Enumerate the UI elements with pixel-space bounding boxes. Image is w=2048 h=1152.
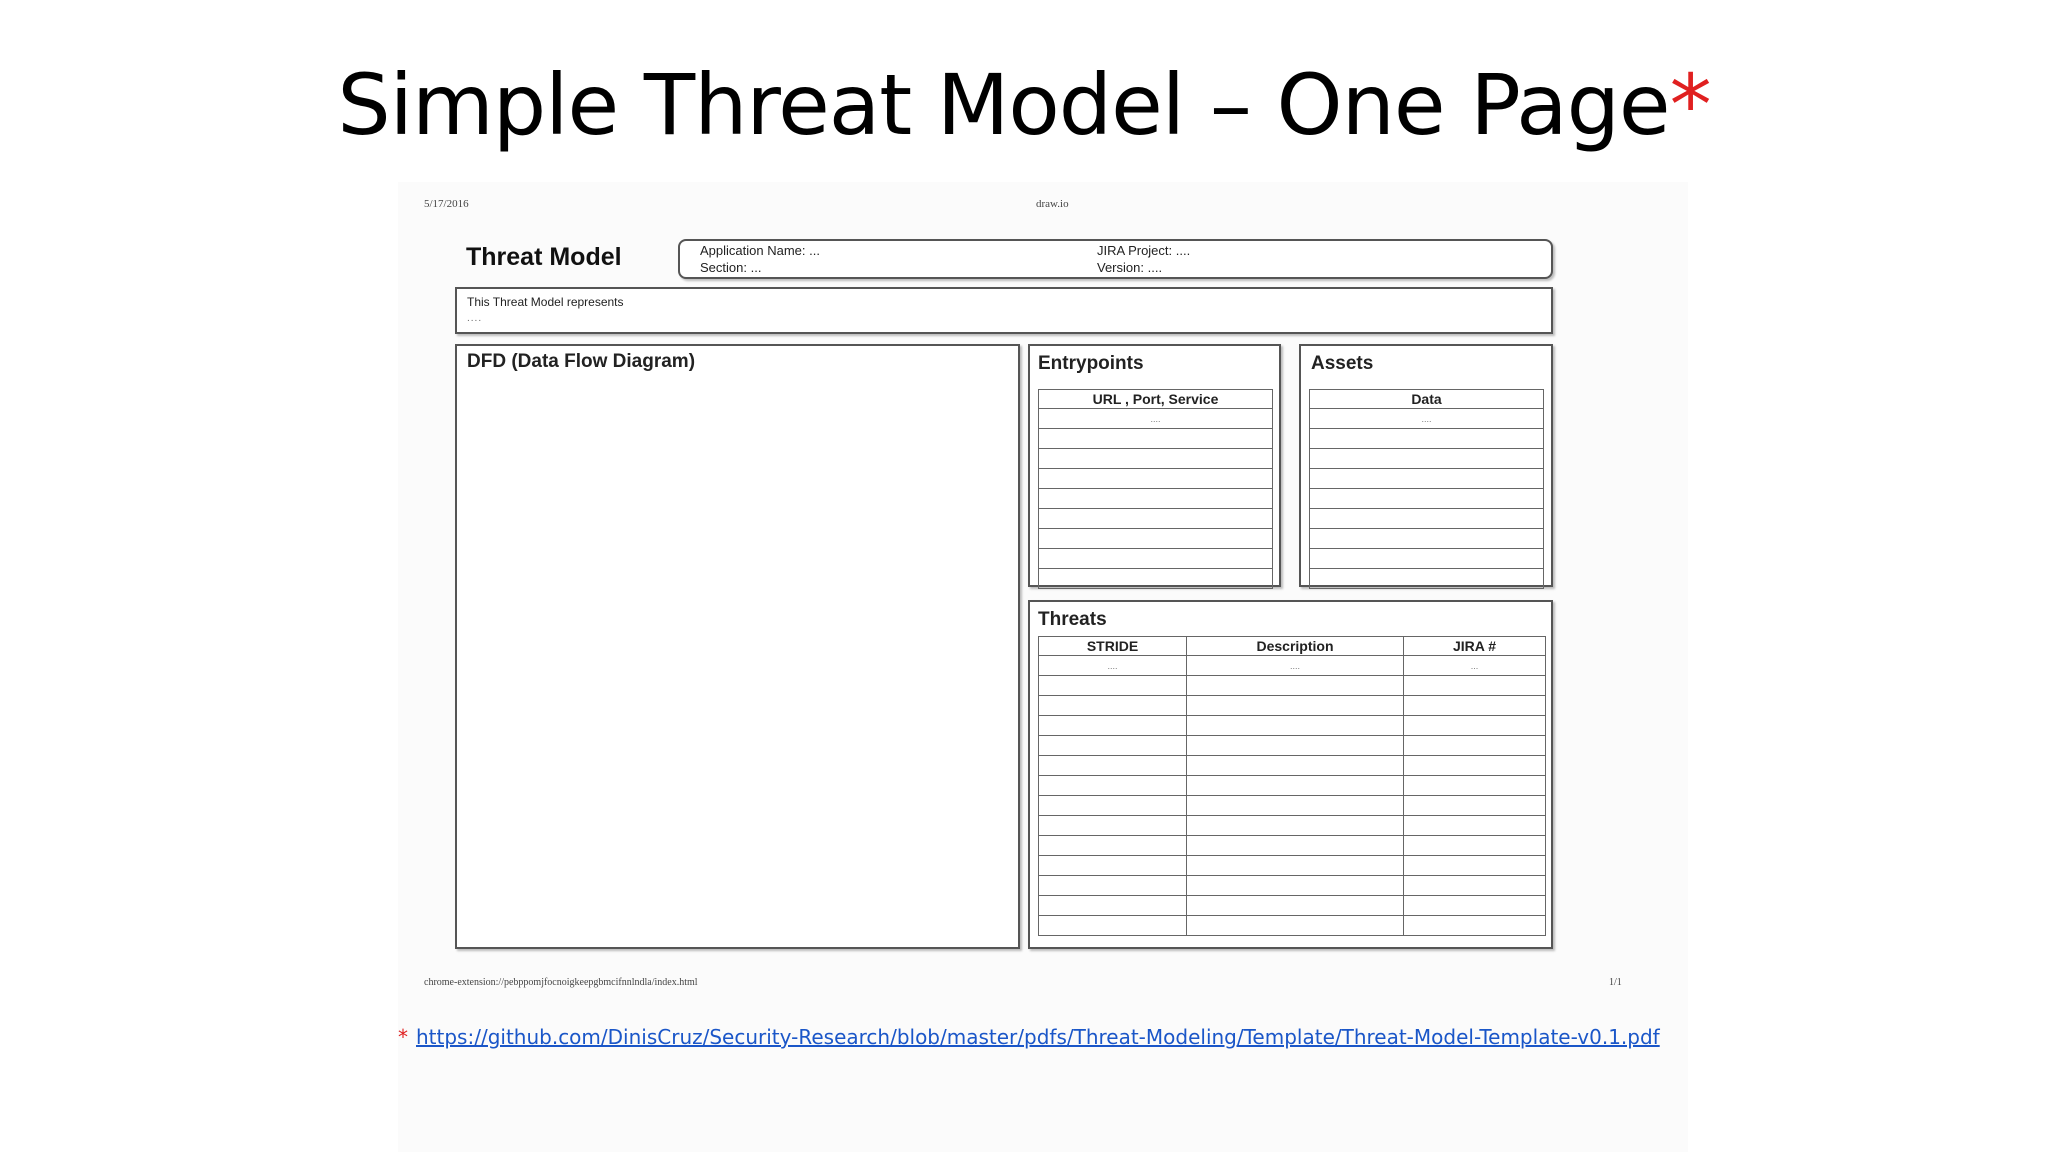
version-field — [1097, 259, 1162, 276]
description-text: This Threat Model represents — [467, 295, 624, 309]
print-date: 5/17/2016 — [424, 198, 469, 210]
version-label: Version: — [1097, 260, 1144, 275]
assets-table — [1309, 389, 1544, 589]
entrypoints-table — [1038, 389, 1273, 589]
threats-column-jira: JIRA # — [1404, 637, 1546, 656]
table-row — [1039, 509, 1273, 529]
print-source: draw.io — [1036, 198, 1069, 210]
entrypoints-column-header: URL , Port, Service — [1039, 390, 1273, 409]
footnote-marker: * — [398, 1025, 408, 1049]
threats-box — [1028, 600, 1553, 949]
table-row — [1039, 549, 1273, 569]
table-row — [1039, 529, 1273, 549]
table-row — [1039, 796, 1546, 816]
assets-title: Assets — [1311, 353, 1374, 374]
table-row — [1039, 676, 1546, 696]
threats-first-jira: ... — [1404, 656, 1546, 676]
slide-title-text: Simple Threat Model – One Page — [337, 56, 1670, 154]
threats-title: Threats — [1038, 609, 1107, 630]
threats-first-description: .... — [1187, 656, 1404, 676]
table-row — [1039, 489, 1273, 509]
table-row — [1039, 569, 1273, 589]
entrypoints-title: Entrypoints — [1038, 353, 1144, 374]
section-field — [700, 259, 761, 276]
table-row — [1310, 509, 1544, 529]
assets-box — [1299, 344, 1553, 587]
table-row — [1310, 469, 1544, 489]
table-row — [1039, 449, 1273, 469]
assets-first-value: .... — [1310, 409, 1544, 429]
application-name-field — [700, 242, 820, 259]
table-row — [1039, 696, 1546, 716]
threats-first-stride: .... — [1039, 656, 1187, 676]
entrypoints-box — [1028, 344, 1281, 587]
application-name-label: Application Name: — [700, 243, 806, 258]
table-row — [1039, 736, 1546, 756]
table-row — [1039, 716, 1546, 736]
table-row — [1310, 429, 1544, 449]
print-page-number: 1/1 — [1609, 977, 1622, 988]
jira-project-value: .... — [1175, 243, 1191, 258]
table-row — [1310, 489, 1544, 509]
threats-column-description: Description — [1187, 637, 1404, 656]
table-row — [1039, 756, 1546, 776]
slide-title — [0, 50, 2048, 160]
application-name-value: ... — [809, 243, 820, 258]
version-value: .... — [1147, 260, 1163, 275]
table-row — [1039, 896, 1546, 916]
threats-table — [1038, 636, 1546, 936]
table-row — [1310, 549, 1544, 569]
footnote — [398, 1025, 1660, 1049]
table-row — [1310, 529, 1544, 549]
title-asterisk: * — [1669, 56, 1711, 154]
description-placeholder: .... — [467, 313, 483, 324]
table-row — [1039, 816, 1546, 836]
threats-column-stride: STRIDE — [1039, 637, 1187, 656]
table-row — [1310, 449, 1544, 469]
table-row — [1039, 429, 1273, 449]
threat-model-title: Threat Model — [466, 243, 622, 271]
table-row — [1039, 776, 1546, 796]
header-fields-box — [678, 239, 1553, 279]
assets-column-header: Data — [1310, 390, 1544, 409]
entrypoints-first-value: .... — [1039, 409, 1273, 429]
jira-project-label: JIRA Project: — [1097, 243, 1173, 258]
table-row — [1039, 876, 1546, 896]
section-value: ... — [750, 260, 762, 275]
dfd-title: DFD (Data Flow Diagram) — [467, 351, 696, 372]
template-source-link[interactable]: https://github.com/DinisCruz/Security-Research/blob/master/pdfs/Threat-Modeling/Template/Threat-Model-Template-v0.1.pdf — [416, 1025, 1660, 1049]
table-row — [1039, 916, 1546, 936]
table-row — [1039, 469, 1273, 489]
print-url: chrome-extension://pebppomjfocnoigkeepgbmcifnnlndla/index.html — [424, 977, 698, 988]
dfd-box — [455, 344, 1020, 949]
table-row — [1039, 856, 1546, 876]
jira-project-field — [1097, 242, 1190, 259]
description-box — [455, 287, 1553, 334]
section-label: Section: — [700, 260, 747, 275]
table-row — [1039, 836, 1546, 856]
table-row — [1310, 569, 1544, 589]
